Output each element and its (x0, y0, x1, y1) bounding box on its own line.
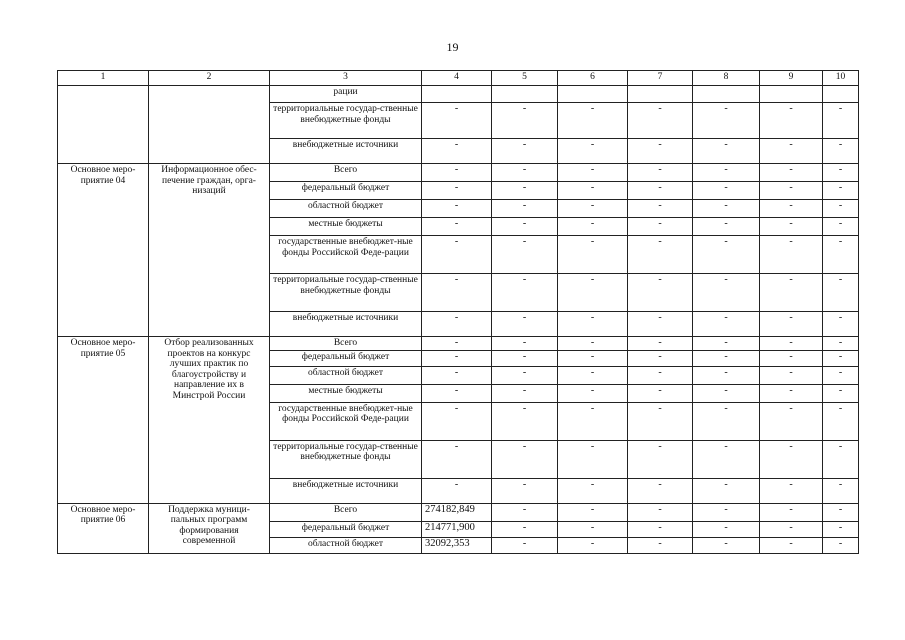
value-cell: - (823, 312, 859, 337)
funding-source-cell: областной бюджет (270, 537, 422, 553)
value-cell: - (492, 384, 558, 402)
funding-source-cell: федеральный бюджет (270, 521, 422, 537)
value-cell: - (760, 384, 823, 402)
value-cell: - (492, 350, 558, 366)
value-cell: - (823, 478, 859, 503)
table-row (58, 86, 859, 103)
value-cell: - (558, 503, 628, 521)
value-cell: - (823, 384, 859, 402)
value-cell: - (693, 200, 760, 218)
value-cell: - (628, 521, 693, 537)
column-header: 2 (149, 71, 270, 86)
value-cell: - (693, 337, 760, 351)
value-cell: - (558, 312, 628, 337)
value-cell: 274182,849 (422, 503, 492, 521)
value-cell: - (693, 503, 760, 521)
value-cell: - (422, 402, 492, 440)
funding-source-cell: местные бюджеты (270, 218, 422, 236)
value-cell: - (693, 350, 760, 366)
table-row (58, 503, 859, 521)
funding-source-cell: внебюджетные источники (270, 139, 422, 164)
value-cell: - (422, 139, 492, 164)
funding-source-cell: рации (270, 86, 422, 103)
value-cell: - (422, 337, 492, 351)
value-cell: - (823, 200, 859, 218)
value-cell: - (558, 236, 628, 274)
value-cell: - (628, 366, 693, 384)
value-cell: - (628, 164, 693, 182)
value-cell: - (760, 503, 823, 521)
value-cell: - (492, 274, 558, 312)
funding-source-cell: местные бюджеты (270, 384, 422, 402)
value-cell: - (760, 312, 823, 337)
value-cell: - (760, 478, 823, 503)
value-cell: - (422, 440, 492, 478)
value-cell: - (492, 236, 558, 274)
value-cell: - (760, 366, 823, 384)
value-cell: - (422, 200, 492, 218)
funding-source-cell: территориальные государ-ственные внебюджетные фонды (270, 440, 422, 478)
table-row (58, 164, 859, 182)
funding-source-cell: федеральный бюджет (270, 182, 422, 200)
column-header: 7 (628, 71, 693, 86)
value-cell: - (760, 537, 823, 553)
value-cell: - (422, 366, 492, 384)
value-cell: - (558, 139, 628, 164)
value-cell: - (422, 350, 492, 366)
value-cell: - (492, 103, 558, 139)
value-cell: - (422, 103, 492, 139)
value-cell: - (628, 139, 693, 164)
value-cell: - (492, 200, 558, 218)
value-cell: - (823, 440, 859, 478)
funding-source-cell: Всего (270, 164, 422, 182)
value-cell: - (823, 537, 859, 553)
column-header: 9 (760, 71, 823, 86)
value-cell: - (823, 218, 859, 236)
activity-cell (58, 86, 149, 164)
funding-source-cell: Всего (270, 503, 422, 521)
value-cell: - (558, 366, 628, 384)
funding-source-cell: внебюджетные источники (270, 312, 422, 337)
header-row (58, 71, 859, 86)
value-cell: - (628, 236, 693, 274)
value-cell: - (628, 274, 693, 312)
value-cell: - (628, 218, 693, 236)
value-cell: - (558, 384, 628, 402)
funding-source-cell: государственные внебюджет-ные фонды Российской Феде-рации (270, 236, 422, 274)
value-cell: - (628, 337, 693, 351)
value-cell: - (492, 440, 558, 478)
value-cell: - (760, 350, 823, 366)
value-cell: - (558, 478, 628, 503)
value-cell: - (558, 164, 628, 182)
value-cell: - (823, 164, 859, 182)
value-cell: - (693, 274, 760, 312)
value-cell: - (558, 182, 628, 200)
value-cell: - (628, 200, 693, 218)
value-cell: - (492, 503, 558, 521)
value-cell: - (823, 103, 859, 139)
value-cell: - (823, 402, 859, 440)
value-cell: - (628, 440, 693, 478)
value-cell: - (558, 350, 628, 366)
value-cell: - (628, 384, 693, 402)
value-cell: - (693, 139, 760, 164)
value-cell: - (558, 200, 628, 218)
value-cell: - (693, 366, 760, 384)
value-cell: - (693, 182, 760, 200)
value-cell: - (823, 182, 859, 200)
value-cell: - (558, 537, 628, 553)
value-cell (823, 86, 859, 103)
funding-source-cell: внебюджетные источники (270, 478, 422, 503)
value-cell: - (760, 236, 823, 274)
value-cell: - (492, 402, 558, 440)
activity-cell: Основное меро-приятие 05 (58, 337, 149, 504)
value-cell: - (693, 103, 760, 139)
value-cell: - (760, 182, 823, 200)
funding-source-cell: территориальные государ-ственные внебюджетные фонды (270, 103, 422, 139)
value-cell: - (628, 478, 693, 503)
value-cell: - (558, 218, 628, 236)
value-cell: - (760, 218, 823, 236)
value-cell: - (823, 236, 859, 274)
value-cell: - (422, 274, 492, 312)
value-cell: - (492, 521, 558, 537)
value-cell: - (422, 236, 492, 274)
value-cell: - (492, 537, 558, 553)
value-cell: - (492, 366, 558, 384)
funding-source-cell: областной бюджет (270, 366, 422, 384)
value-cell: - (760, 337, 823, 351)
value-cell: - (422, 312, 492, 337)
value-cell: - (628, 402, 693, 440)
value-cell: - (628, 350, 693, 366)
value-cell: - (823, 521, 859, 537)
value-cell: - (760, 521, 823, 537)
column-header: 10 (823, 71, 859, 86)
value-cell: - (760, 139, 823, 164)
value-cell: - (693, 312, 760, 337)
value-cell: - (823, 139, 859, 164)
value-cell (760, 86, 823, 103)
description-cell: Отбор реализованных проектов на конкурс лучших практик по благоустройству и направление их в Минстрой России (149, 337, 270, 504)
funding-source-cell: федеральный бюджет (270, 350, 422, 366)
value-cell: - (558, 440, 628, 478)
page-number: 19 (446, 40, 459, 54)
value-cell: - (760, 440, 823, 478)
value-cell: - (693, 164, 760, 182)
activity-cell: Основное меро-приятие 04 (58, 164, 149, 337)
value-cell: - (760, 274, 823, 312)
table-body (58, 86, 859, 554)
activity-cell: Основное меро-приятие 06 (58, 503, 149, 553)
column-header: 1 (58, 71, 149, 86)
value-cell: - (693, 478, 760, 503)
description-cell: Информационное обес-печение граждан, орга-низаций (149, 164, 270, 337)
value-cell: - (492, 478, 558, 503)
value-cell: - (558, 402, 628, 440)
value-cell: 214771,900 (422, 521, 492, 537)
value-cell (558, 86, 628, 103)
value-cell: - (492, 182, 558, 200)
value-cell: - (492, 312, 558, 337)
value-cell (422, 86, 492, 103)
value-cell: - (693, 236, 760, 274)
value-cell: - (492, 164, 558, 182)
funding-source-cell: областной бюджет (270, 200, 422, 218)
column-header: 4 (422, 71, 492, 86)
value-cell: - (823, 366, 859, 384)
value-cell: - (693, 402, 760, 440)
value-cell: - (693, 384, 760, 402)
description-cell: Поддержка муници-пальных программ формирования современной (149, 503, 270, 553)
value-cell (628, 86, 693, 103)
value-cell: - (422, 218, 492, 236)
value-cell: - (823, 350, 859, 366)
value-cell: - (628, 537, 693, 553)
value-cell: - (492, 218, 558, 236)
table-row (58, 337, 859, 351)
description-cell (149, 86, 270, 164)
value-cell: - (422, 478, 492, 503)
value-cell: - (628, 182, 693, 200)
value-cell: - (558, 103, 628, 139)
budget-table (57, 70, 859, 554)
value-cell: - (422, 384, 492, 402)
value-cell: - (760, 164, 823, 182)
value-cell: - (693, 537, 760, 553)
value-cell (492, 86, 558, 103)
value-cell: - (492, 139, 558, 164)
value-cell: - (628, 503, 693, 521)
funding-source-cell: Всего (270, 337, 422, 351)
value-cell: - (693, 218, 760, 236)
value-cell: - (760, 402, 823, 440)
value-cell (693, 86, 760, 103)
value-cell: - (760, 103, 823, 139)
value-cell: - (492, 337, 558, 351)
value-cell: - (422, 164, 492, 182)
value-cell: - (558, 337, 628, 351)
value-cell: - (823, 503, 859, 521)
value-cell: - (558, 521, 628, 537)
funding-source-cell: территориальные государ-ственные внебюджетные фонды (270, 274, 422, 312)
funding-source-cell: государственные внебюджет-ные фонды Российской Феде-рации (270, 402, 422, 440)
column-header: 6 (558, 71, 628, 86)
value-cell: - (760, 200, 823, 218)
column-header: 3 (270, 71, 422, 86)
column-header: 8 (693, 71, 760, 86)
value-cell: - (693, 440, 760, 478)
column-header: 5 (492, 71, 558, 86)
value-cell: - (823, 337, 859, 351)
value-cell: - (628, 312, 693, 337)
value-cell: - (422, 182, 492, 200)
value-cell: - (693, 521, 760, 537)
value-cell: - (558, 274, 628, 312)
value-cell: 32092,353 (422, 537, 492, 553)
value-cell: - (823, 274, 859, 312)
value-cell: - (628, 103, 693, 139)
